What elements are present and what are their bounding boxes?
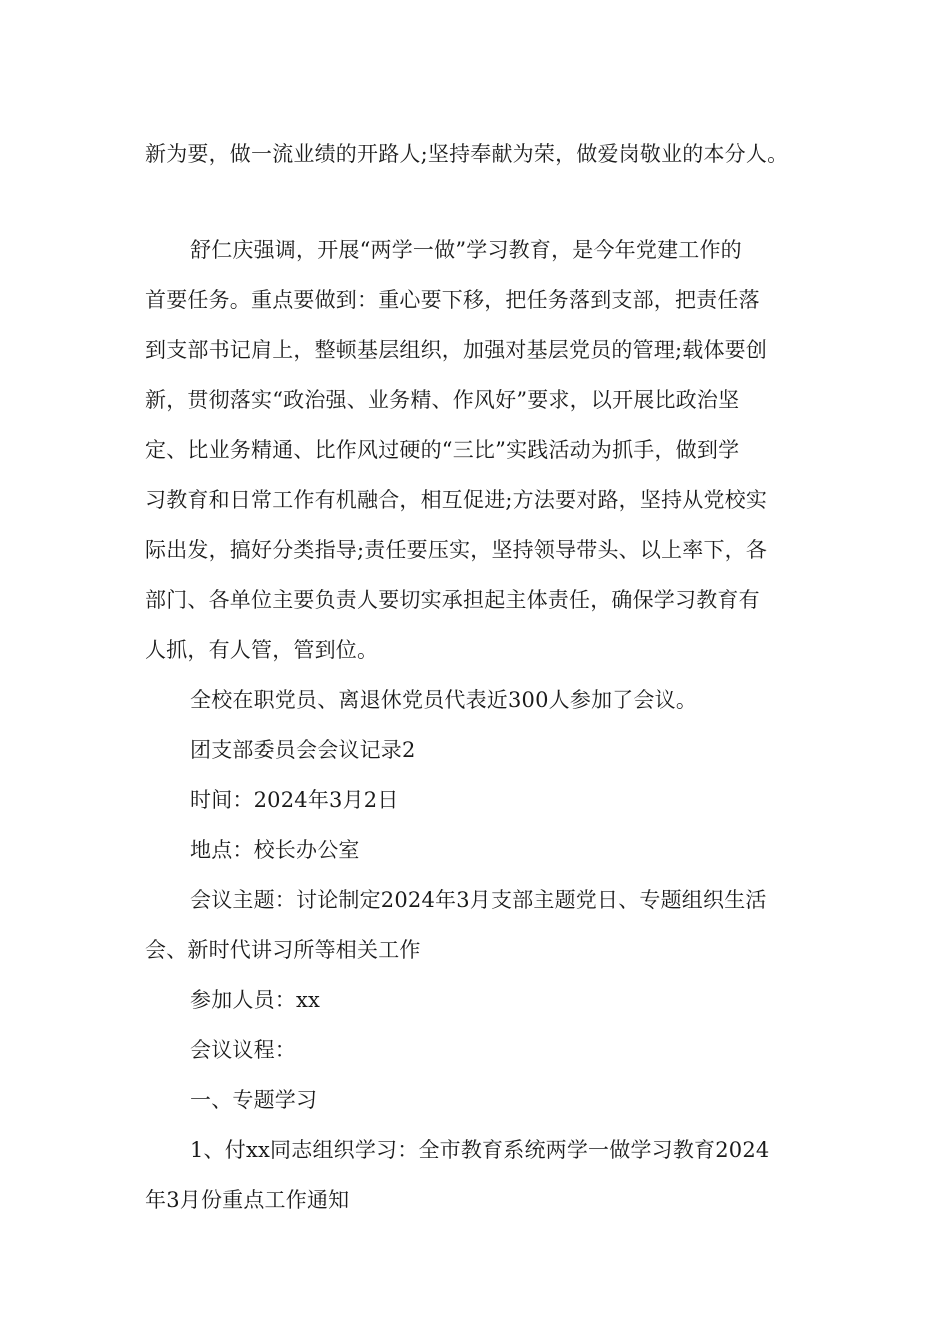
paragraph-line: 新，贯彻落实“政治强、业务精、作风好”要求，以开展比政治坚 bbox=[145, 388, 740, 412]
meeting-attendees: 参加人员：xx bbox=[190, 988, 321, 1012]
agenda-item: 1、付xx同志组织学习：全市教育系统两学一做学习教育2024 bbox=[190, 1138, 770, 1162]
meeting-time: 时间：2024年3月2日 bbox=[190, 788, 399, 812]
paragraph-line: 人抓，有人管，管到位。 bbox=[145, 638, 379, 662]
section-title: 团支部委员会会议记录2 bbox=[190, 738, 416, 762]
paragraph-line: 习教育和日常工作有机融合，相互促进;方法要对路，坚持从党校实 bbox=[145, 488, 768, 512]
meeting-topic: 会议主题：讨论制定2024年3月支部主题党日、专题组织生活 bbox=[190, 888, 767, 912]
paragraph-line: 际出发，搞好分类指导;责任要压实，坚持领导带头、以上率下，各 bbox=[145, 538, 768, 562]
paragraph-line: 部门、各单位主要负责人要切实承担起主体责任，确保学习教育有 bbox=[145, 588, 760, 612]
meeting-agenda-label: 会议议程： bbox=[190, 1038, 296, 1062]
paragraph-line: 全校在职党员、离退休党员代表近300人参加了会议。 bbox=[190, 688, 698, 712]
agenda-heading: 一、专题学习 bbox=[190, 1088, 318, 1112]
meeting-topic-continued: 会、新时代讲习所等相关工作 bbox=[145, 938, 421, 962]
paragraph-line: 舒仁庆强调，开展“两学一做”学习教育，是今年党建工作的 bbox=[190, 238, 742, 262]
meeting-location: 地点：校长办公室 bbox=[190, 838, 360, 862]
agenda-item-continued: 年3月份重点工作通知 bbox=[145, 1188, 350, 1212]
paragraph-line: 定、比业务精通、比作风过硬的“三比”实践活动为抓手，做到学 bbox=[145, 438, 740, 462]
paragraph-line: 到支部书记肩上，整顿基层组织，加强对基层党员的管理;载体要创 bbox=[145, 338, 768, 362]
paragraph-line: 新为要，做一流业绩的开路人;坚持奉献为荣，做爱岗敬业的本分人。 bbox=[145, 142, 789, 166]
paragraph-line: 首要任务。重点要做到：重心要下移，把任务落到支部，把责任落 bbox=[145, 288, 760, 312]
